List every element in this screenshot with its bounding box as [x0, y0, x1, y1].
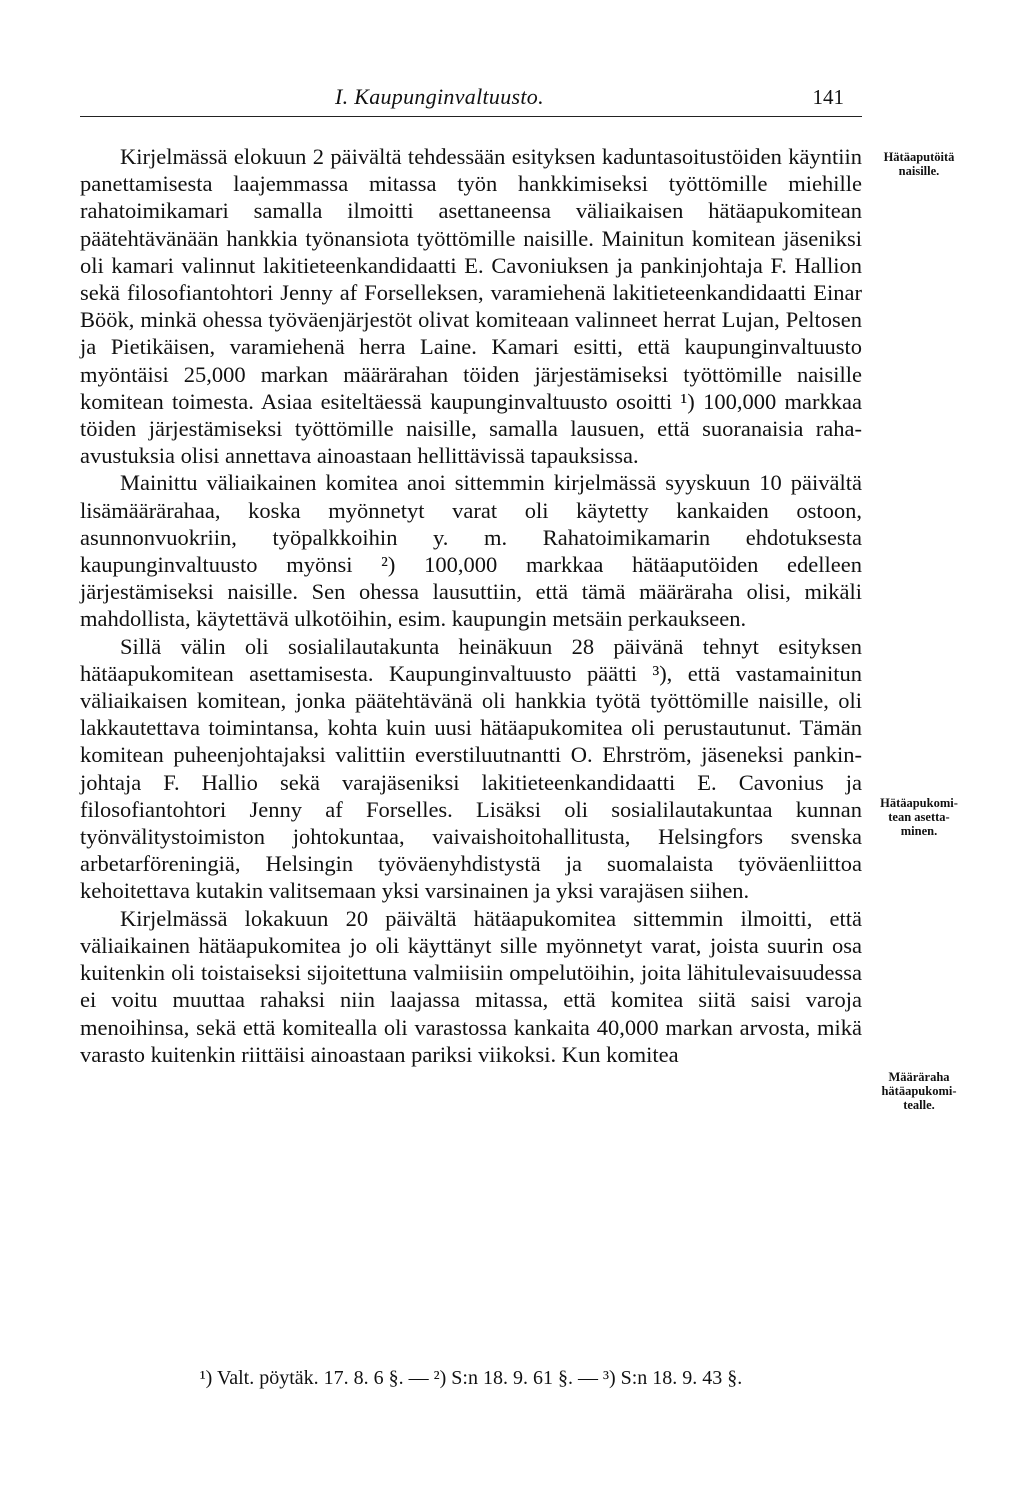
paragraph-4: Kirjelmässä lokakuun 20 päivältä hätäapukomitea sittemmin ilmoitti, että väliaikainen hätäapukomitea jo oli käyttänyt sille myönnetyt varat, joista suurin osa kuitenkin oli toistaiseksi sijoitettuna valmiisiin ompelutöihin, joita lähitulevaisuudessa ei voitu muuttaa rahaksi niin laajassa mitassa, että komitea siitä saisi varoja menoihinsa, sekä että komitealla oli varastossa kankaita 40,000 markan arvosta, mikä varasto kuitenkin riittäisi ainoastaan pariksi viikoksi. Kun komitea — [80, 905, 862, 1067]
header-title: I. Kaupunginvaltuusto. — [335, 84, 544, 109]
margin-note-hataputoita: Hätäaputöitä naisille. — [883, 150, 955, 178]
page-number: 141 — [812, 85, 844, 109]
header-rule — [80, 116, 862, 117]
margin-note-maararaha: Määräraha hätäapukomitealle. — [881, 1070, 957, 1112]
margin-note-komitean-asettaminen: Hätäapukomitean asettaminen. — [880, 796, 958, 838]
paragraph-3: Sillä välin oli sosialilautakunta heinäkuun 28 päivänä tehnyt esityksen hätäapukomitean asettamisesta. Kaupunginvaltuusto päätti ³), että vastamainitun väliaikaisen komitean, jonka päätehtävänä oli hankkia työtä työttömille naisille, oli lakkautettava toimintansa, kohta kuin uusi hätäapukomitea oli perustautunut. Tämän komitean puheenjohtajaksi valittiin everstiluutnantti O. Ehrström, jäseneksi pankinjohtaja F. Hallio sekä varajäseniksi lakitieteenkandidaatti E. Cavonius ja filosofiantohtori Jenny af Forselles. Lisäksi oli sosialilautakuntaa kunnan työnvälitystoimiston johtokuntaa, vaivaishoitohallitusta, Helsingfors svenska arbetarföreningiä, Helsingin työväenyhdistystä ja suomalaista työväenliittoa kehoitettava kutakin valitsemaan yksi varsinainen ja yksi varajäsen siihen. — [80, 633, 862, 904]
paragraph-1: Kirjelmässä elokuun 2 päivältä tehdessään esityksen kaduntasoitustöiden käyntiin panettamisesta laajemmassa mitassa työn hankkimiseksi työttömille miehille rahatoimikamari samalla ilmoitti asettaneensa väliaikaisen hätäapukomitean päätehtävänään hankkia työnansiota työttömille naisille. Mainitun komitean jäseniksi oli kamari valinnut lakitieteenkandidaatti E. Cavoniuksen ja pankinjohtaja F. Hallion sekä filosofiantohtori Jenny af Forselleksen, varamiehenä lakitieteenkandidaatti Einar Böök, minkä ohessa työväenjärjestöt olivat komiteaan valinneet herrat Lujan, Peltosen ja Pietikäisen, varamiehenä herra Laine. Kamari esitti, että kaupunginvaltuusto myöntäisi 25,000 markan määrärahan töiden järjestämiseksi työttömille naisille komitean toimesta. Asiaa esiteltäessä kaupunginvaltuusto osoitti ¹) 100,000 markkaa töiden järjestämiseksi työttömille naisille, samalla lausuen, että suoranaisia raha-avustuksia olisi annettava ainoastaan hellittävissä tapauksissa. — [80, 144, 862, 469]
running-header — [80, 84, 862, 114]
paragraph-2: Mainittu väliaikainen komitea anoi sittemmin kirjelmässä syyskuun 10 päivältä lisämäärärahaa, koska myönnetyt varat oli käytetty kankaiden ostoon, asunnonvuokriin, työpalkkoihin y. m. Rahatoimikamarin ehdotuksesta kaupunginvaltuusto myönsi ²) 100,000 markkaa hätäaputöiden edelleen järjestämiseksi naisille. Sen ohessa lausuttiin, että tämä määräraha olisi, mikäli mahdollista, käytettävä ulkotöihin, esim. kaupungin metsäin perkaukseen. — [80, 470, 862, 632]
footnotes: ¹) Valt. pöytäk. 17. 8. 6 §. — ²) S:n 18. 9. 61 §. — ³) S:n 18. 9. 43 §. — [199, 1367, 743, 1389]
body-text — [80, 143, 862, 1068]
